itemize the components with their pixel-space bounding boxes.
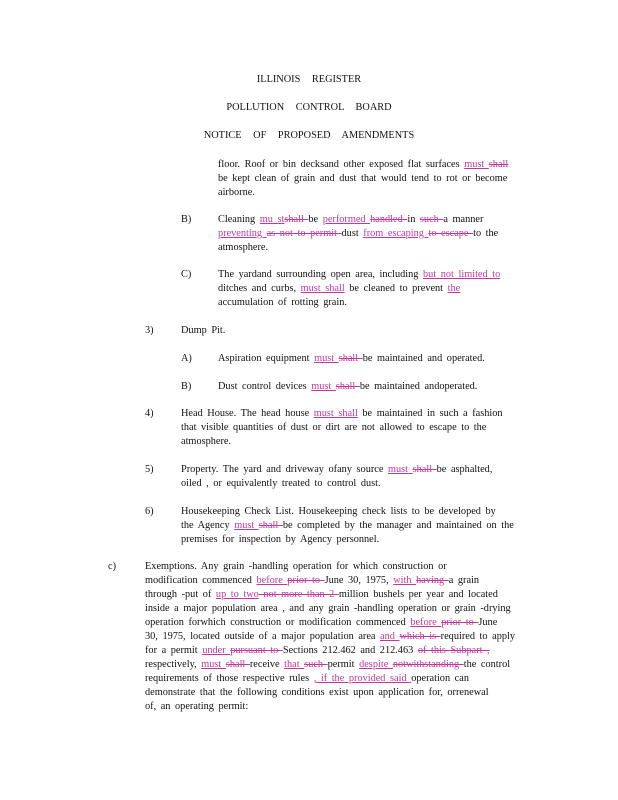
inserted-text: said [385, 673, 412, 684]
inserted-text: the [447, 283, 461, 294]
text-line [218, 241, 268, 254]
text-line [145, 658, 510, 671]
deleted-text: such [419, 214, 444, 225]
body-text: in [407, 214, 420, 225]
deleted-text: which is [399, 631, 441, 642]
body-text: a manner [443, 214, 484, 225]
body-text: be completed by the manager and maintained on the [282, 520, 514, 531]
register-heading: ILLINOIS REGISTER [256, 74, 362, 85]
body-text: be asphalted, [436, 464, 493, 475]
inserted-text: up to two [215, 589, 259, 600]
board-heading: POLLUTION CONTROL BOARD [226, 102, 392, 113]
inserted-text: must [388, 464, 413, 475]
item-marker: 3) [145, 325, 154, 336]
text-line [218, 172, 507, 185]
inserted-text: before [256, 575, 288, 586]
item-marker: 6) [145, 506, 154, 517]
text-line [145, 700, 248, 713]
text-line [181, 505, 496, 518]
text-line [218, 268, 500, 281]
body-text: Dust control devices [218, 381, 312, 392]
text-line [218, 282, 460, 295]
body-text: Sections 212.462 and 212.463 [282, 645, 418, 656]
text-line [145, 574, 479, 587]
deleted-text: such [304, 659, 328, 670]
text-line [145, 686, 489, 699]
body-text: Housekeeping Check List. Housekeeping check lists to be developed by [181, 506, 496, 517]
text-line [218, 296, 347, 309]
deleted-text: pursuant to [230, 645, 283, 656]
text-line [145, 630, 515, 643]
inserted-text: and [380, 631, 400, 642]
body-text: be maintained and operated. [362, 353, 485, 364]
deleted-text: shall [488, 159, 509, 170]
inserted-text: mu st [259, 214, 285, 225]
body-text: June [478, 617, 498, 628]
text-line [145, 588, 498, 601]
deleted-text: prior to [441, 617, 479, 628]
body-text: atmosphere. [218, 242, 269, 253]
body-text: Property. The yard and driveway ofany source [181, 464, 389, 475]
deleted-text: of this Subpart , [417, 645, 490, 656]
deleted-text: shall [412, 464, 437, 475]
text-line [218, 227, 498, 240]
body-text: 30, 1975, located outside of a major population area [145, 631, 381, 642]
deleted-text: having [416, 575, 449, 586]
text-line [181, 519, 514, 532]
body-text: modification commenced [145, 575, 257, 586]
text-line [145, 672, 469, 685]
inserted-text: but not limited to [423, 269, 501, 280]
item-marker: B) [181, 214, 192, 225]
text-line [181, 407, 503, 420]
deleted-text: not more than 2 [258, 589, 339, 600]
body-text: that visible quantities of dust or dirt are not allowed to escape to the [181, 422, 487, 433]
inserted-text: must shall [313, 408, 358, 419]
inserted-text: must shall [300, 283, 345, 294]
body-text: atmosphere. [181, 436, 232, 447]
body-text: premises for inspection by Agency personnel. [181, 534, 380, 545]
body-text: to the [473, 228, 499, 239]
inserted-text: must [234, 520, 259, 531]
item-marker: C) [181, 269, 192, 280]
inserted-text: despite [359, 659, 393, 670]
body-text: receive [249, 659, 285, 670]
body-text: The yardand surrounding open area, including [218, 269, 424, 280]
body-text: be maintained andoperated. [359, 381, 478, 392]
body-text: million bushels per year and located [338, 589, 498, 600]
text-line [181, 533, 379, 546]
body-text: permit [327, 659, 360, 670]
body-text: ditches and curbs, [218, 283, 301, 294]
body-text: floor. Roof or bin decksand other exposed flat surfaces [218, 159, 465, 170]
body-text: be maintained in such a fashion [357, 408, 503, 419]
deleted-text: shall [258, 520, 283, 531]
inserted-text: must [314, 353, 339, 364]
inserted-text: preventing [218, 228, 267, 239]
inserted-text: must [201, 659, 226, 670]
inserted-text: from escaping [363, 228, 429, 239]
text-line [181, 463, 492, 476]
body-text: dust [341, 228, 364, 239]
body-text: the Agency [181, 520, 235, 531]
text-line [145, 560, 447, 573]
text-line [218, 380, 477, 393]
deleted-text: handled [370, 214, 408, 225]
text-line [181, 435, 231, 448]
text-line [218, 186, 255, 199]
inserted-text: with [393, 575, 417, 586]
deleted-text: shall [284, 214, 309, 225]
inserted-text: , if the provided [313, 673, 386, 684]
inserted-text: under [202, 645, 231, 656]
text-line [181, 421, 486, 434]
deleted-text: prior to [287, 575, 325, 586]
body-text: Head House. The head house [181, 408, 314, 419]
body-text: operation forwhich construction or modification commenced [145, 617, 411, 628]
body-text: accumulation of rotting grain. [218, 297, 347, 308]
body-text: through -put of [145, 589, 216, 600]
body-text: the control [463, 659, 511, 670]
body-text: be [308, 214, 323, 225]
inserted-text: must [311, 381, 336, 392]
body-text: required to apply [440, 631, 516, 642]
inserted-text: that [284, 659, 305, 670]
item-marker: 5) [145, 464, 154, 475]
item-marker: A) [181, 353, 192, 364]
body-text: for a permit [145, 645, 203, 656]
text-line [145, 616, 497, 629]
body-text: oiled , or equivalently treated to control dust. [181, 478, 381, 489]
item-marker: 4) [145, 408, 154, 419]
body-text: June 30, 1975, [324, 575, 394, 586]
body-text: operation can [411, 673, 469, 684]
body-text: respectively, [145, 659, 202, 670]
deleted-text: shall [338, 353, 363, 364]
inserted-text: before [410, 617, 442, 628]
text-line [145, 602, 511, 615]
deleted-text: as not to permit [266, 228, 342, 239]
body-text: Dump Pit. [181, 325, 226, 336]
body-text: be cleaned to prevent [344, 283, 448, 294]
body-text: Cleaning [218, 214, 260, 225]
body-text: a grain [448, 575, 480, 586]
body-text: of, an operating permit: [145, 701, 249, 712]
deleted-text: to escape [428, 228, 474, 239]
body-text: Exemptions. Any grain -handling operation for which construction or [145, 561, 447, 572]
body-text: Aspiration equipment [218, 353, 315, 364]
text-line [145, 644, 490, 657]
body-text: requirements of those respective rules [145, 673, 314, 684]
item-marker: c) [108, 561, 116, 572]
text-line [218, 352, 485, 365]
inserted-text: performed [322, 214, 371, 225]
item-marker: B) [181, 381, 192, 392]
body-text: airborne. [218, 187, 255, 198]
inserted-text: must [464, 159, 489, 170]
deleted-text: notwithstanding [392, 659, 464, 670]
deleted-text: shall [225, 659, 250, 670]
body-text: be kept clean of grain and dust that would tend to rot or become [218, 173, 508, 184]
notice-heading: NOTICE OF PROPOSED AMENDMENTS [203, 130, 415, 141]
text-line [181, 477, 381, 490]
text-line [218, 158, 508, 171]
text-line [181, 324, 225, 337]
body-text: inside a major population area , and any grain -handling operation or grain -drying [145, 603, 511, 614]
text-line [218, 213, 483, 226]
deleted-text: shall [335, 381, 360, 392]
body-text: demonstrate that the following conditions exist upon application for, orrenewal [145, 687, 489, 698]
